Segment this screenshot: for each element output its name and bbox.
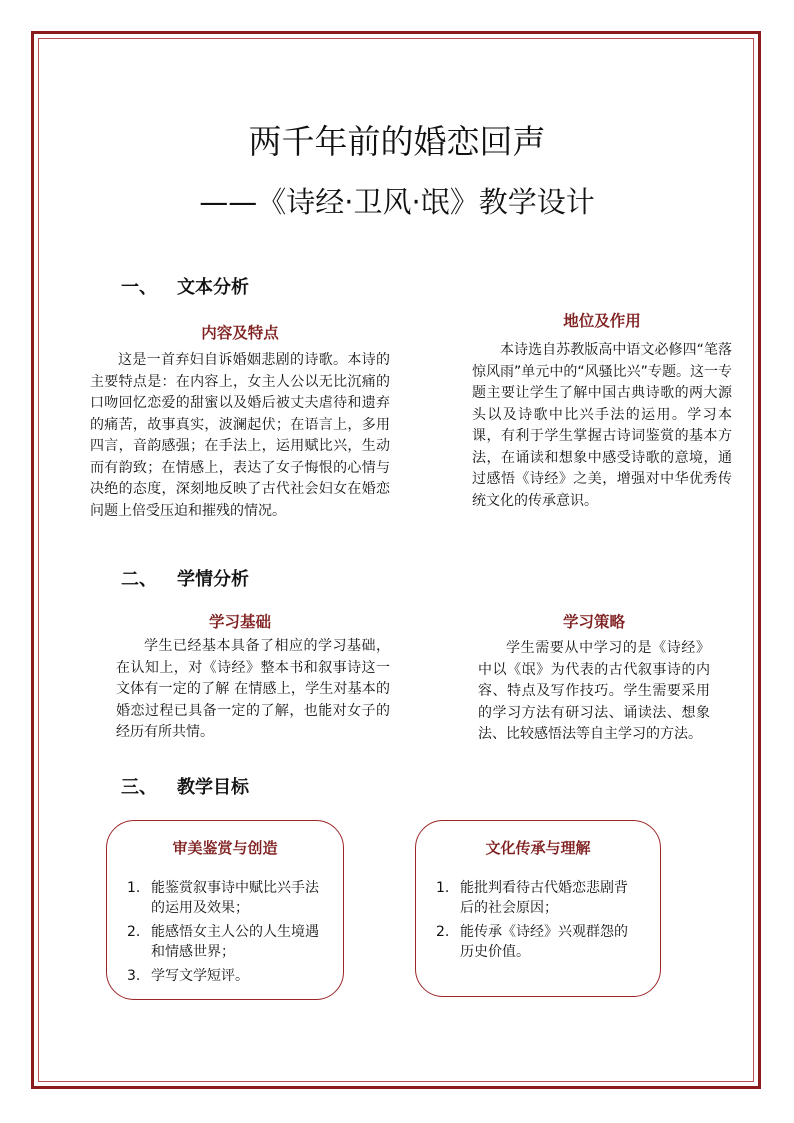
list-item: 1. 能批判看待古代婚恋悲剧背后的社会原因； xyxy=(436,880,628,916)
paragraph-learning-strategy: 学生需要从中学习的是《诗经》中以《氓》为代表的古代叙事诗的内容、特点及写作技巧。学生需要采用的学习方法有研习法、诵读法、想象法、比较感悟法等自主学习的方法。 xyxy=(478,640,710,742)
subheading-learning-basis: 学习基础 xyxy=(208,612,271,631)
paragraph-content-features: 这是一首弃妇自诉婚姻悲剧的诗歌。本诗的主要特点是：在内容上，女主人公以无比沉痛的口吻回忆恋爱的甜蜜以及婚后被丈夫虐待和遗弃的痛苦，故事真实，波澜起伏；在语言上，多用四言，音韵感强；在手法上，运用赋比兴，生动而有韵致；在情感上，表达了女子悔恨的心情与决绝的态度，深刻地反映了古代社会妇女在婚恋问题上倍受压迫和摧残的情况。 xyxy=(90,352,390,519)
paragraph-status-role: 本诗选自苏教版高中语文必修四“笔落惊风雨”单元中的“风骚比兴”专题。这一专题主要让学生了解中国古典诗歌的两大源头以及诗歌中比兴手法的运用。学习本课，有利于学生掌握古诗词鉴赏的基本方法，在诵读和想象中感受诗歌的意境，通过感悟《诗经》之美，增强对中华优秀传统文化的传承意识。 xyxy=(472,342,732,509)
section-title: 学情分析 xyxy=(177,569,249,590)
objective-box-title: 文化传承与理解 xyxy=(485,839,591,857)
list-item: 2. 能传承《诗经》兴观群怨的历史价值。 xyxy=(436,924,628,960)
objective-list xyxy=(127,878,321,986)
objective-box-title: 审美鉴赏与创造 xyxy=(172,839,278,857)
list-item: 1. 能鉴赏叙事诗中赋比兴手法的运用及效果； xyxy=(127,880,319,916)
objective-list xyxy=(436,878,636,962)
section-number: 二、 xyxy=(121,569,157,590)
section-number: 一、 xyxy=(121,277,157,298)
section-number: 三、 xyxy=(121,777,157,798)
section-title: 教学目标 xyxy=(177,777,249,798)
list-item: 3. 学写文学短评。 xyxy=(127,968,249,984)
subheading-content-features: 内容及特点 xyxy=(201,323,279,342)
subheading-status-role: 地位及作用 xyxy=(563,311,641,330)
subheading-learning-strategy: 学习策略 xyxy=(562,612,625,631)
page-title: 两千年前的婚恋回声 xyxy=(248,122,546,161)
section-heading-learner-analysis xyxy=(121,565,249,591)
section-heading-text-analysis xyxy=(121,273,249,299)
page-subtitle: ——《诗经·卫风·氓》教学设计 xyxy=(199,185,595,219)
objective-box-aesthetic xyxy=(106,820,344,1000)
section-title: 文本分析 xyxy=(177,277,249,298)
objective-box-culture xyxy=(415,820,661,997)
list-item: 2. 能感悟女主人公的人生境遇和情感世界； xyxy=(127,924,319,960)
section-heading-teaching-objectives xyxy=(121,773,249,799)
paragraph-learning-basis: 学生已经基本具备了相应的学习基础，在认知上，对《诗经》整本书和叙事诗这一文体有一定的了解 在情感上，学生对基本的婚恋过程已具备一定的了解，也能对女子的经历有所共情。 xyxy=(116,638,390,740)
